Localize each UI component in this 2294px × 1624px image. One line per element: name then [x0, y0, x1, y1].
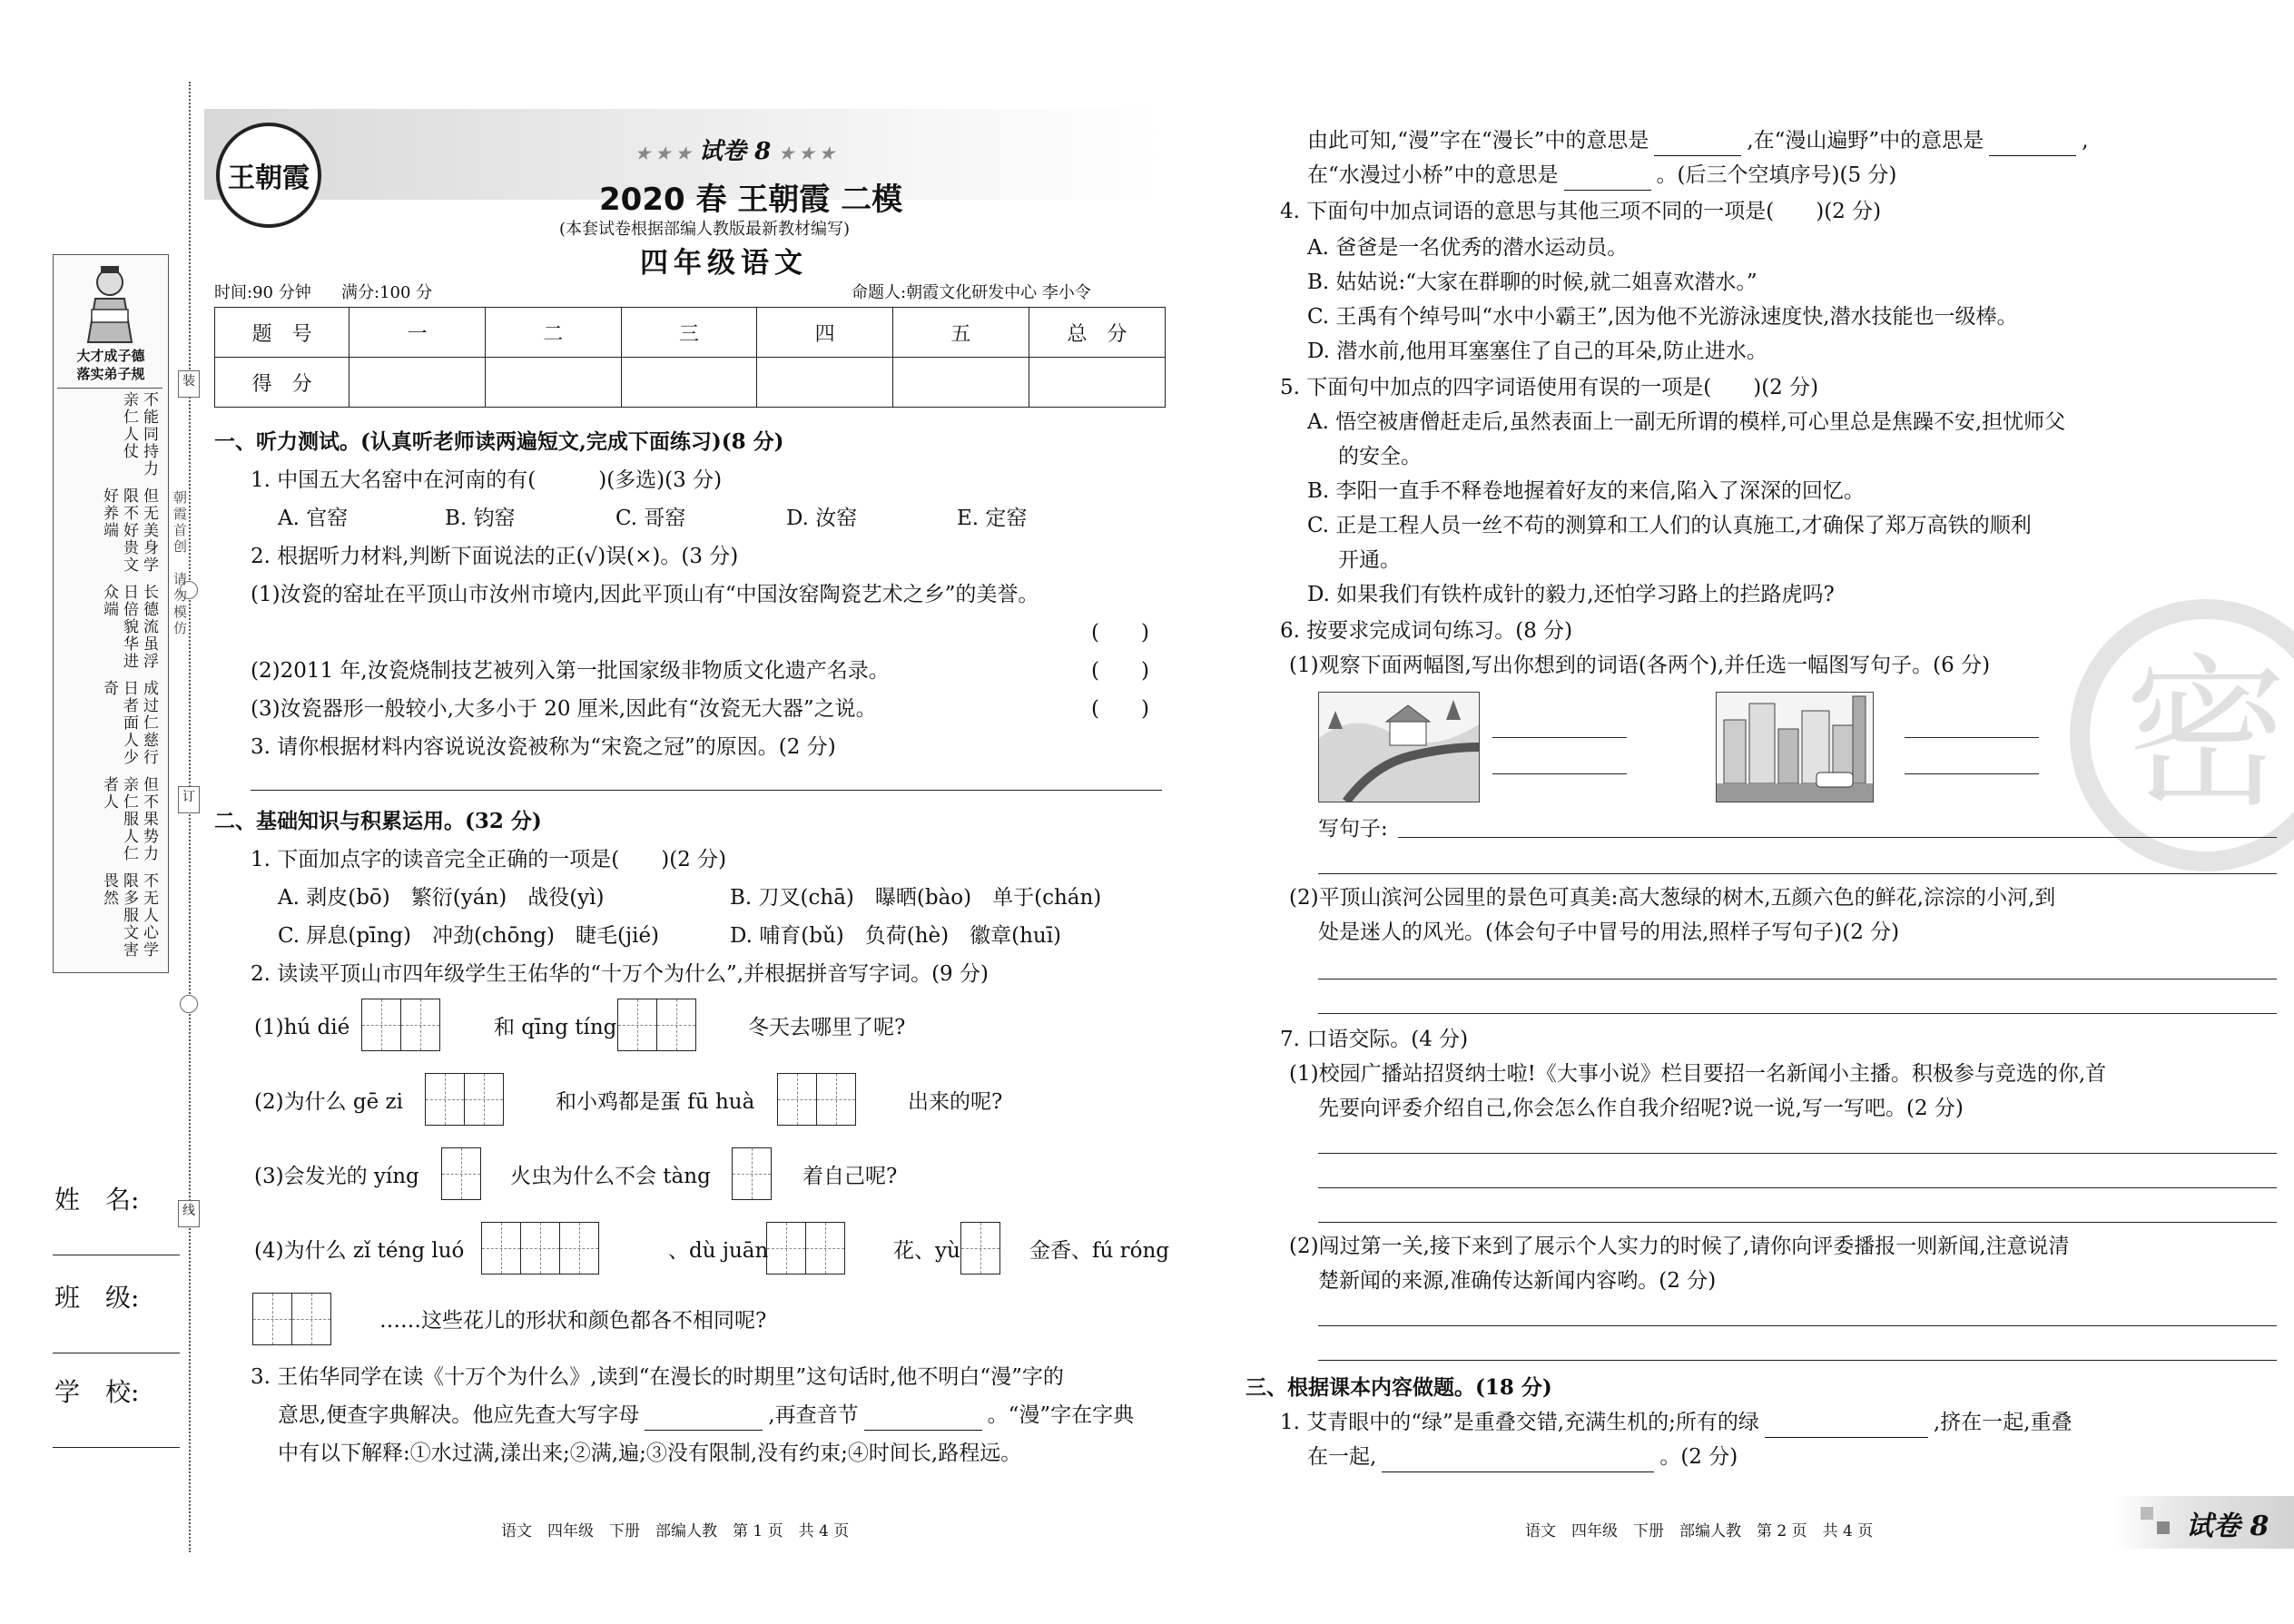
- q1-option-d: D. 汝窑: [786, 507, 858, 530]
- pinyin-1c: 冬天去哪里了呢?: [748, 1016, 906, 1039]
- question-2-4: 4. 下面句中加点词语的意思与其他三项不同的一项是( )(2 分): [1280, 200, 1882, 223]
- pinyin-2a: (2)为什么 gē zi: [254, 1090, 404, 1114]
- q1-option-a: A. 官窑: [278, 507, 349, 530]
- q5-option-b: B. 李阳一直手不释卷地握着好友的来信,陷入了深深的回忆。: [1307, 479, 1865, 503]
- q2-answer-2[interactable]: ( ): [1091, 659, 1149, 683]
- writing-grid[interactable]: [960, 1222, 1000, 1275]
- subject-title: 四年级语文: [640, 247, 808, 280]
- score-cell[interactable]: [621, 358, 757, 408]
- section-2-title: 二、基础知识与积累运用。(32 分): [214, 809, 542, 833]
- scholar-figure-icon: [79, 262, 141, 344]
- manyi-line2: 在“水漫过小桥”中的意思是 。(后三个空填序号)(5 分): [1307, 160, 1896, 191]
- q4-option-b: B. 姑姑说:“大家在群聊的时候,就二姐喜欢潜水。”: [1307, 271, 1757, 294]
- question-1-3: 3. 请你根据材料内容说说汝瓷被称为“宋瓷之冠”的原因。(2 分): [251, 735, 836, 759]
- q1-option-c: C. 哥窑: [615, 507, 686, 530]
- word-answer-line[interactable]: [1492, 737, 1627, 738]
- q7-part1-line1: (1)校园广播站招贤纳士啦!《大事小说》栏目要招一名新闻小主播。积极参与竞选的你,首: [1289, 1062, 2107, 1086]
- q4-option-d: D. 潜水前,他用耳塞塞住了自己的耳朵,防止进水。: [1307, 340, 1767, 363]
- motto-2: 但无美身学限不好贵文好养端: [100, 487, 158, 574]
- writing-grid[interactable]: [425, 1073, 504, 1126]
- score-cell[interactable]: [892, 358, 1029, 408]
- b1-option-b: B. 刀叉(chā) 曝晒(bào) 单于(chán): [730, 886, 1102, 910]
- pinyin-4a: (4)为什么 zǐ téng luó: [254, 1239, 465, 1263]
- watermark-stamp: 密: [2070, 599, 2294, 871]
- q1-option-b: B. 钧窑: [445, 507, 516, 530]
- answer-blank[interactable]: [1382, 1448, 1654, 1472]
- page-footer-left: 语文 四年级 下册 部编人教 第 1 页 共 4 页: [501, 1522, 850, 1540]
- q6-part2-line1: (2)平顶山滨河公园里的景色可真美:高大葱绿的树木,五颜六色的鲜花,淙淙的小河,到: [1289, 886, 2056, 910]
- logo-text: 王朝霞: [228, 162, 310, 194]
- city-picture: [1716, 692, 1874, 802]
- write-sentence-label: 写句子:: [1318, 817, 1388, 841]
- binding-mark-3: 线: [178, 1200, 200, 1227]
- seal-vertical-text: 朝霞首创 请勿模仿: [172, 490, 188, 637]
- corner-square-icon: [2157, 1521, 2170, 1534]
- question-1-2: 2. 根据听力材料,判断下面说法的正(√)误(×)。(3 分): [251, 545, 739, 568]
- q7-part2-line2: 楚新闻的来源,准确传达新闻内容哟。(2 分): [1318, 1269, 1717, 1293]
- score-row-label: 得 分: [215, 358, 350, 408]
- pinyin-2c: 出来的呢?: [908, 1090, 1003, 1114]
- answer-line[interactable]: [1318, 1187, 2277, 1188]
- binding-mark-2: 订: [178, 786, 200, 813]
- answer-blank[interactable]: [864, 1406, 982, 1431]
- s3-question-1-line1: 1. 艾青眼中的“绿”是重叠交错,充满生机的;所有的绿 ,挤在一起,重叠: [1280, 1407, 2072, 1438]
- writing-grid[interactable]: [441, 1147, 481, 1200]
- word-answer-line[interactable]: [1905, 773, 2039, 774]
- score-header-cell: 四: [757, 308, 893, 358]
- q4-option-c: C. 王禹有个绰号叫“水中小霸王”,因为他不光游泳速度快,潜水技能也一级棒。: [1307, 305, 2018, 329]
- answer-line[interactable]: [1318, 1325, 2277, 1326]
- author: 命题人:朝霞文化研发中心 李小令: [852, 283, 1091, 302]
- pinyin-4c: 花、yù: [893, 1239, 960, 1263]
- pinyin-3c: 着自己呢?: [802, 1165, 898, 1188]
- q5-option-a-line2: 的安全。: [1338, 445, 1422, 468]
- motto-sidebar: [53, 254, 169, 973]
- score-cell[interactable]: [350, 358, 486, 408]
- section-3-title: 三、根据课本内容做题。(18 分): [1245, 1375, 1552, 1400]
- answer-line[interactable]: [1318, 1360, 2277, 1361]
- star-icon: ★ ★ ★: [779, 144, 835, 163]
- score-cell[interactable]: [485, 358, 621, 408]
- question-1-1: 1. 中国五大名窑中在河南的有( )(多选)(3 分): [251, 468, 723, 492]
- q1-option-e: E. 定窑: [957, 507, 1028, 530]
- q2-statement-2: (2)2011 年,汝瓷烧制技艺被列入第一批国家级非物质文化遗产名录。: [251, 659, 890, 683]
- pinyin-2b: 和小鸡都是蛋 fū huà: [556, 1090, 755, 1114]
- score-table-header-row: [215, 308, 1166, 358]
- answer-line[interactable]: [1318, 1222, 2277, 1223]
- pinyin-4e: ……这些花儿的形状和颜色都各不相同呢?: [379, 1309, 767, 1333]
- answer-line[interactable]: [251, 790, 1162, 791]
- pinyin-3a: (3)会发光的 yíng: [254, 1165, 419, 1188]
- word-answer-line[interactable]: [1492, 773, 1627, 774]
- writing-grid[interactable]: [481, 1222, 599, 1275]
- motto-1: 不能同持力亲仁人仗: [120, 391, 158, 477]
- pinyin-3b: 火虫为什么不会 tàng: [510, 1165, 711, 1188]
- b1-option-d: D. 哺育(bǔ) 负荷(hè) 徽章(huī): [730, 924, 1062, 948]
- pinyin-1b: 和 qīng tíng: [494, 1016, 617, 1039]
- star-icon: ★ ★ ★: [635, 144, 691, 163]
- score-header-cell: 二: [485, 308, 621, 358]
- q7-part1-line2: 先要向评委介绍自己,你会怎么作自我介绍呢?说一说,写一写吧。(2 分): [1318, 1097, 1964, 1120]
- question-2-5: 5. 下面句中加点的四字词语使用有误的一项是( )(2 分): [1280, 376, 1819, 399]
- q5-option-a-line1: A. 悟空被唐僧赶走后,虽然表面上一副无所谓的模样,可心里总是焦躁不安,担忧师父: [1307, 410, 2066, 434]
- pinyin-4d: 金香、fú róng: [1029, 1239, 1170, 1263]
- writing-grid[interactable]: [361, 999, 440, 1051]
- countryside-picture: [1318, 692, 1480, 802]
- question-2-7: 7. 口语交际。(4 分): [1280, 1028, 1469, 1051]
- sentence-answer-line[interactable]: [1318, 873, 2277, 874]
- b1-option-a: A. 剥皮(bō) 繁衍(yán) 战役(yì): [278, 886, 605, 910]
- score-table: [214, 307, 1166, 408]
- score-table-score-row: [215, 358, 1166, 408]
- writing-grid[interactable]: [777, 1073, 856, 1126]
- answer-blank[interactable]: [1654, 132, 1741, 156]
- q5-option-c-line2: 开通。: [1338, 548, 1401, 572]
- score-cell[interactable]: [1029, 358, 1165, 408]
- question-2-3-line1: 3. 王佑华同学在读《十万个为什么》,读到“在漫长的时期里”这句话时,他不明白“漫”字的: [251, 1365, 1064, 1389]
- pinyin-1a: (1)hú dié: [254, 1016, 350, 1039]
- exam-title: 2020 春 王朝霞 二模: [599, 182, 903, 218]
- answer-blank[interactable]: [1564, 166, 1651, 191]
- score-header-cell: 三: [621, 308, 757, 358]
- q5-option-c-line1: C. 正是工程人员一丝不苟的测算和工人们的认真施工,才确保了郑万高铁的顺利: [1307, 514, 2032, 537]
- manyi-line1: 由此可知,“漫”字在“漫长”中的意思是 ,在“漫山遍野”中的意思是 ,: [1307, 125, 2089, 156]
- pinyin-4b: 、dù juān: [668, 1239, 769, 1263]
- answer-blank[interactable]: [645, 1406, 763, 1431]
- q5-option-d: D. 如果我们有铁杵成针的毅力,还怕学习路上的拦路虎吗?: [1307, 583, 1835, 606]
- q2-statement-1: (1)汝瓷的窑址在平顶山市汝州市境内,因此平顶山有“中国汝窑陶瓷艺术之乡”的美誉。: [251, 583, 1039, 606]
- question-2-6: 6. 按要求完成词句练习。(8 分): [1280, 619, 1573, 643]
- motto-6: 不无人心学限多服文害畏然: [100, 872, 158, 959]
- school-label: 学 校:: [54, 1377, 140, 1407]
- motto-5: 但不果势力亲仁服人仁者人: [100, 776, 158, 862]
- school-field[interactable]: [53, 1447, 180, 1448]
- class-label: 班 级:: [54, 1283, 140, 1313]
- b1-option-c: C. 屏息(pīng) 冲劲(chōng) 睫毛(jié): [278, 924, 660, 948]
- answer-blank[interactable]: [1765, 1413, 1928, 1438]
- paper-number: ★ ★ ★ 试卷 8 ★ ★ ★: [635, 138, 835, 165]
- answer-line[interactable]: [1318, 1153, 2277, 1154]
- full-score: 满分:100 分: [341, 283, 433, 302]
- slogan-1: 大才成子德: [76, 348, 145, 364]
- name-label: 姓 名:: [54, 1185, 140, 1215]
- exam-subtitle: (本套试卷根据部编人教版最新教材编写): [559, 220, 851, 239]
- page-footer-right: 语文 四年级 下册 部编人教 第 2 页 共 4 页: [1525, 1522, 1874, 1540]
- question-2-3-line2: 意思,便查字典解决。他应先查大写字母 ,再查音节 。“漫”字在字典: [278, 1400, 1134, 1431]
- q4-option-a: A. 爸爸是一名优秀的潜水运动员。: [1307, 236, 1629, 260]
- word-answer-line[interactable]: [1905, 737, 2039, 738]
- q6-part2-line2: 处是迷人的风光。(体会句子中冒号的用法,照样子写句子)(2 分): [1318, 920, 1900, 944]
- writing-grid[interactable]: [732, 1147, 772, 1200]
- sentence-answer-line[interactable]: [1398, 837, 2277, 838]
- score-header-cell: 五: [892, 308, 1029, 358]
- answer-blank[interactable]: [1989, 132, 2076, 156]
- q2-answer-3[interactable]: ( ): [1091, 697, 1149, 721]
- corner-square-icon: [2141, 1507, 2153, 1520]
- q7-part2-line1: (2)闯过第一关,接下来到了展示个人实力的时候了,请你向评委播报一则新闻,注意说清: [1289, 1235, 2070, 1258]
- question-2-1: 1. 下面加点字的读音完全正确的一项是( )(2 分): [251, 848, 727, 871]
- score-header-cell: 一: [350, 308, 486, 358]
- section-1-title: 一、听力测试。(认真听老师读两遍短文,完成下面练习)(8 分): [214, 429, 784, 454]
- slogan-2: 落实弟子规: [76, 366, 145, 382]
- answer-line[interactable]: [1318, 1013, 2277, 1014]
- motto-4: 成过仁慈行日者面人少奇: [100, 680, 158, 766]
- writing-grid[interactable]: [766, 1222, 845, 1275]
- binding-mark-1: 装: [178, 370, 200, 398]
- q2-statement-3: (3)汝瓷器形一般较小,大多小于 20 厘米,因此有“汝瓷无大器”之说。: [251, 697, 877, 721]
- binding-hole-icon: [180, 995, 198, 1013]
- score-header-cell: 总 分: [1029, 308, 1165, 358]
- s3-question-1-line2: 在一起, 。(2 分): [1307, 1442, 1738, 1472]
- corner-paper-number: 试卷 8: [2186, 1511, 2269, 1542]
- writing-grid[interactable]: [252, 1293, 331, 1345]
- score-header-cell: 题 号: [215, 308, 350, 358]
- motto-3: 长德流虽浮日倍貌华进众端: [100, 584, 158, 670]
- q2-answer-1[interactable]: ( ): [1091, 621, 1149, 645]
- writing-grid[interactable]: [617, 999, 696, 1051]
- score-cell[interactable]: [757, 358, 893, 408]
- binding-line: [189, 82, 191, 1552]
- q6-part1: (1)观察下面两幅图,写出你想到的词语(各两个),并任选一幅图写句子。(6 分): [1289, 654, 1991, 677]
- logo-icon: [216, 123, 321, 228]
- right-page: [1245, 0, 2294, 1624]
- question-2-3-line3: 中有以下解释:①水过满,漾出来;②满,遍;③没有限制,没有约束;④时间长,路程远。: [278, 1442, 1022, 1465]
- question-2-2: 2. 读读平顶山市四年级学生王佑华的“十万个为什么”,并根据拼音写字词。(9 分): [251, 962, 989, 986]
- time-limit: 时间:90 分钟: [214, 283, 311, 302]
